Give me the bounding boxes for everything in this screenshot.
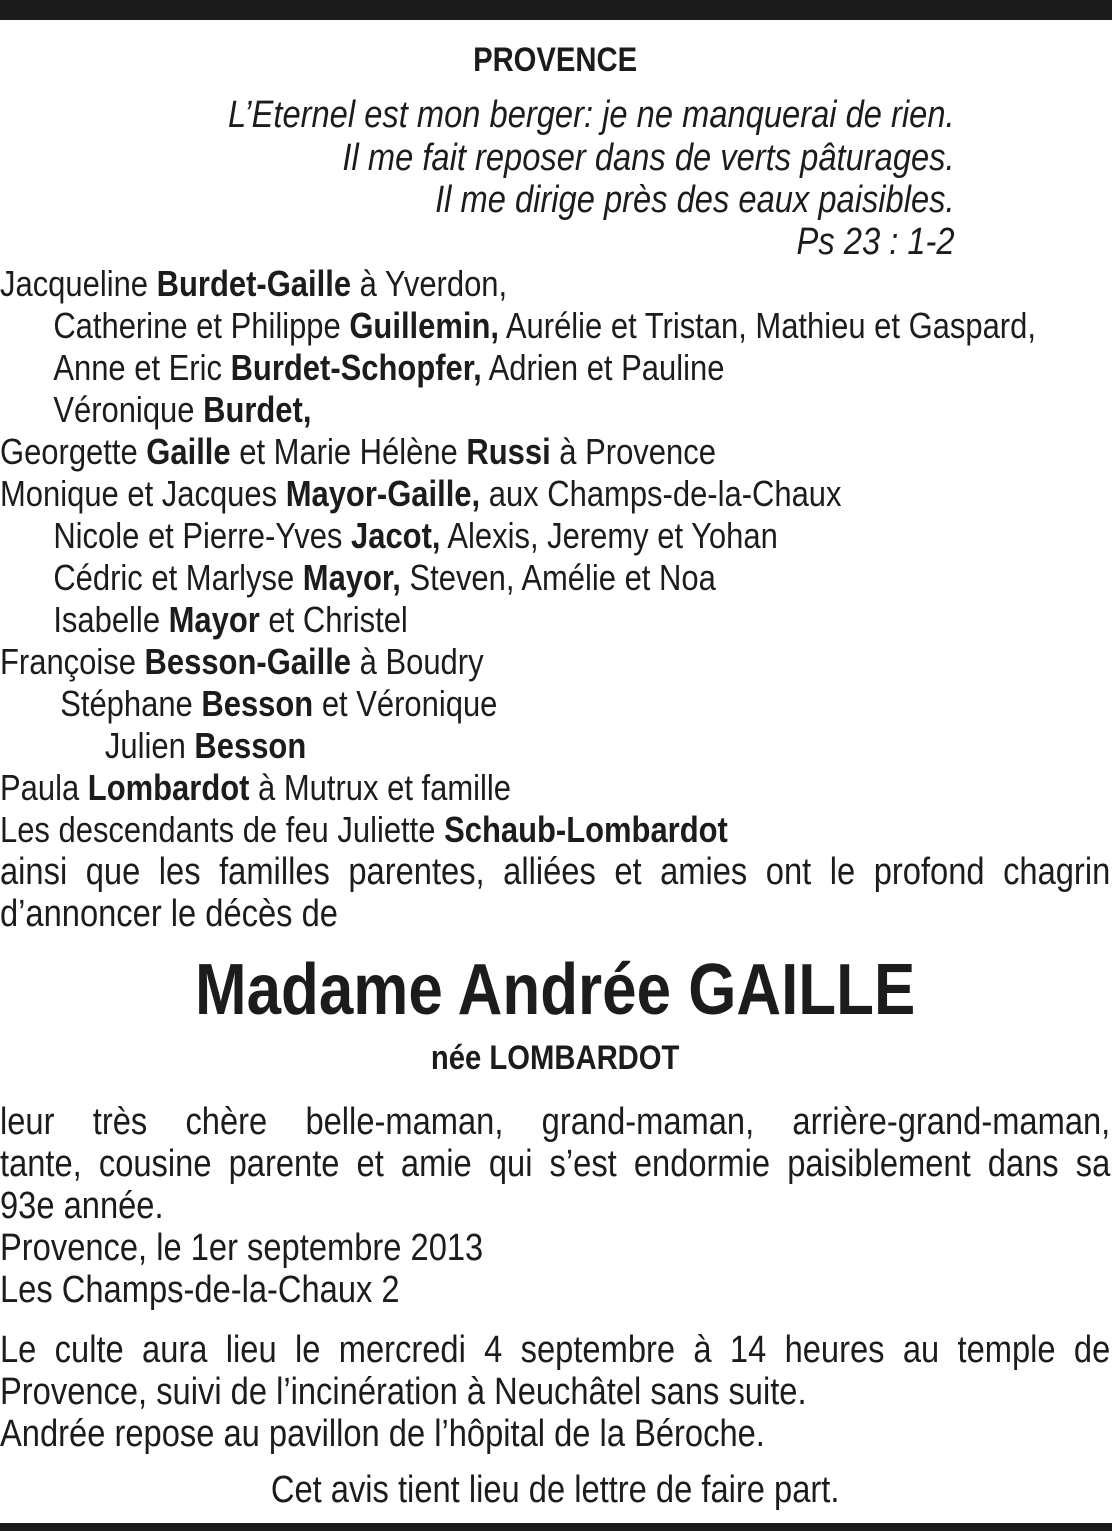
- verse-line-2: Il me fait reposer dans de verts pâturages.: [342, 137, 955, 179]
- family-surname: Gaille: [146, 431, 231, 472]
- family-given-names: Julien: [104, 725, 195, 766]
- family-note: à Boudry: [351, 641, 484, 682]
- address-line: Les Champs-de-la-Chaux 2: [0, 1269, 400, 1311]
- family-given-names: Nicole et Pierre-Yves: [53, 515, 352, 556]
- service-line-1: Le culte aura lieu le mercredi 4 septembre à 14 heures au temple de: [0, 1329, 1111, 1371]
- family-line: [53, 347, 724, 389]
- place-heading: PROVENCE: [473, 41, 638, 79]
- family-given-names: Monique et Jacques: [0, 473, 286, 514]
- family-line: [60, 683, 497, 725]
- family-given-names: Françoise: [0, 641, 145, 682]
- closing-line: Cet avis tient lieu de lettre de faire part.: [270, 1469, 840, 1511]
- family-given-names: Jacqueline: [0, 263, 157, 304]
- announcement-line-1: ainsi que les familles parentes, alliées et amies ont le profond chagrin: [0, 851, 1111, 893]
- service-line-2: Provence, suivi de l’incinération à Neuchâtel sans suite.: [0, 1371, 807, 1413]
- description-line-2: tante, cousine parente et amie qui s’est endormie paisiblement dans sa: [0, 1143, 1111, 1185]
- family-note-2: à Provence: [550, 431, 716, 472]
- verse-reference: Ps 23 : 1-2: [796, 221, 955, 263]
- family-surname: Guillemin,: [349, 305, 500, 346]
- family-surname: Besson-Gaille: [144, 641, 352, 682]
- family-line: [0, 809, 728, 851]
- family-given-names: Isabelle: [53, 599, 169, 640]
- family-line: [0, 767, 511, 809]
- family-given-names: Cédric et Marlyse: [53, 557, 303, 598]
- family-surname-2: Russi: [466, 431, 551, 472]
- family-surname: Burdet-Schopfer,: [230, 347, 482, 388]
- family-note: Alexis, Jeremy et Yohan: [440, 515, 778, 556]
- description-line-1: leur très chère belle-maman, grand-maman, arrière-grand-maman,: [0, 1101, 1111, 1143]
- family-line: [53, 515, 777, 557]
- family-surname: Burdet-Gaille: [156, 263, 352, 304]
- family-surname: Besson: [201, 683, 314, 724]
- family-note: Adrien et Pauline: [481, 347, 725, 388]
- verse-line-1: L’Eternel est mon berger: je ne manquerai de rien.: [227, 94, 955, 136]
- description-line-3: 93e année.: [0, 1185, 164, 1227]
- family-note: Aurélie et Tristan, Mathieu et Gaspard,: [499, 305, 1036, 346]
- family-given-names: Anne et Eric: [53, 347, 231, 388]
- service-line-3: Andrée repose au pavillon de l’hôpital de la Béroche.: [0, 1413, 765, 1455]
- deceased-name: Madame Andrée GAILLE: [195, 950, 916, 1030]
- family-given-names: Georgette: [0, 431, 147, 472]
- family-given-names: Paula: [0, 767, 88, 808]
- family-line: [0, 431, 716, 473]
- family-surname: Jacot,: [351, 515, 441, 556]
- announcement-line-2: d’annoncer le décès de: [0, 893, 338, 935]
- family-line: [53, 599, 407, 641]
- family-given-names: Véronique: [53, 389, 204, 430]
- family-line: [0, 641, 484, 683]
- family-surname: Mayor-Gaille,: [285, 473, 481, 514]
- family-surname: Lombardot: [87, 767, 250, 808]
- family-note: à Yverdon,: [351, 263, 508, 304]
- family-note: et Marie Hélène: [230, 431, 467, 472]
- family-given-names: Les descendants de feu Juliette: [0, 809, 445, 850]
- family-line: [0, 263, 507, 305]
- family-note: et Véronique: [313, 683, 498, 724]
- maiden-name: née LOMBARDOT: [430, 1039, 680, 1077]
- family-surname: Mayor,: [302, 557, 401, 598]
- family-note: aux Champs-de-la-Chaux: [480, 473, 842, 514]
- family-surname: Burdet,: [203, 389, 312, 430]
- family-surname: Mayor: [168, 599, 260, 640]
- family-surname: Besson: [194, 725, 307, 766]
- family-line: [53, 389, 311, 431]
- family-note: à Mutrux et famille: [249, 767, 511, 808]
- family-line: [105, 725, 306, 767]
- family-line: [53, 305, 1036, 347]
- family-line: [53, 557, 715, 599]
- family-note: et Christel: [259, 599, 408, 640]
- family-note: Steven, Amélie et Noa: [400, 557, 716, 598]
- bottom-rule: [0, 1523, 1112, 1531]
- family-given-names: Catherine et Philippe: [53, 305, 350, 346]
- family-surname: Schaub-Lombardot: [444, 809, 728, 850]
- family-given-names: Stéphane: [60, 683, 202, 724]
- date-line: Provence, le 1er septembre 2013: [0, 1227, 484, 1269]
- top-rule: [0, 0, 1112, 20]
- verse-line-3: Il me dirige près des eaux paisibles.: [435, 179, 955, 221]
- family-line: [0, 473, 841, 515]
